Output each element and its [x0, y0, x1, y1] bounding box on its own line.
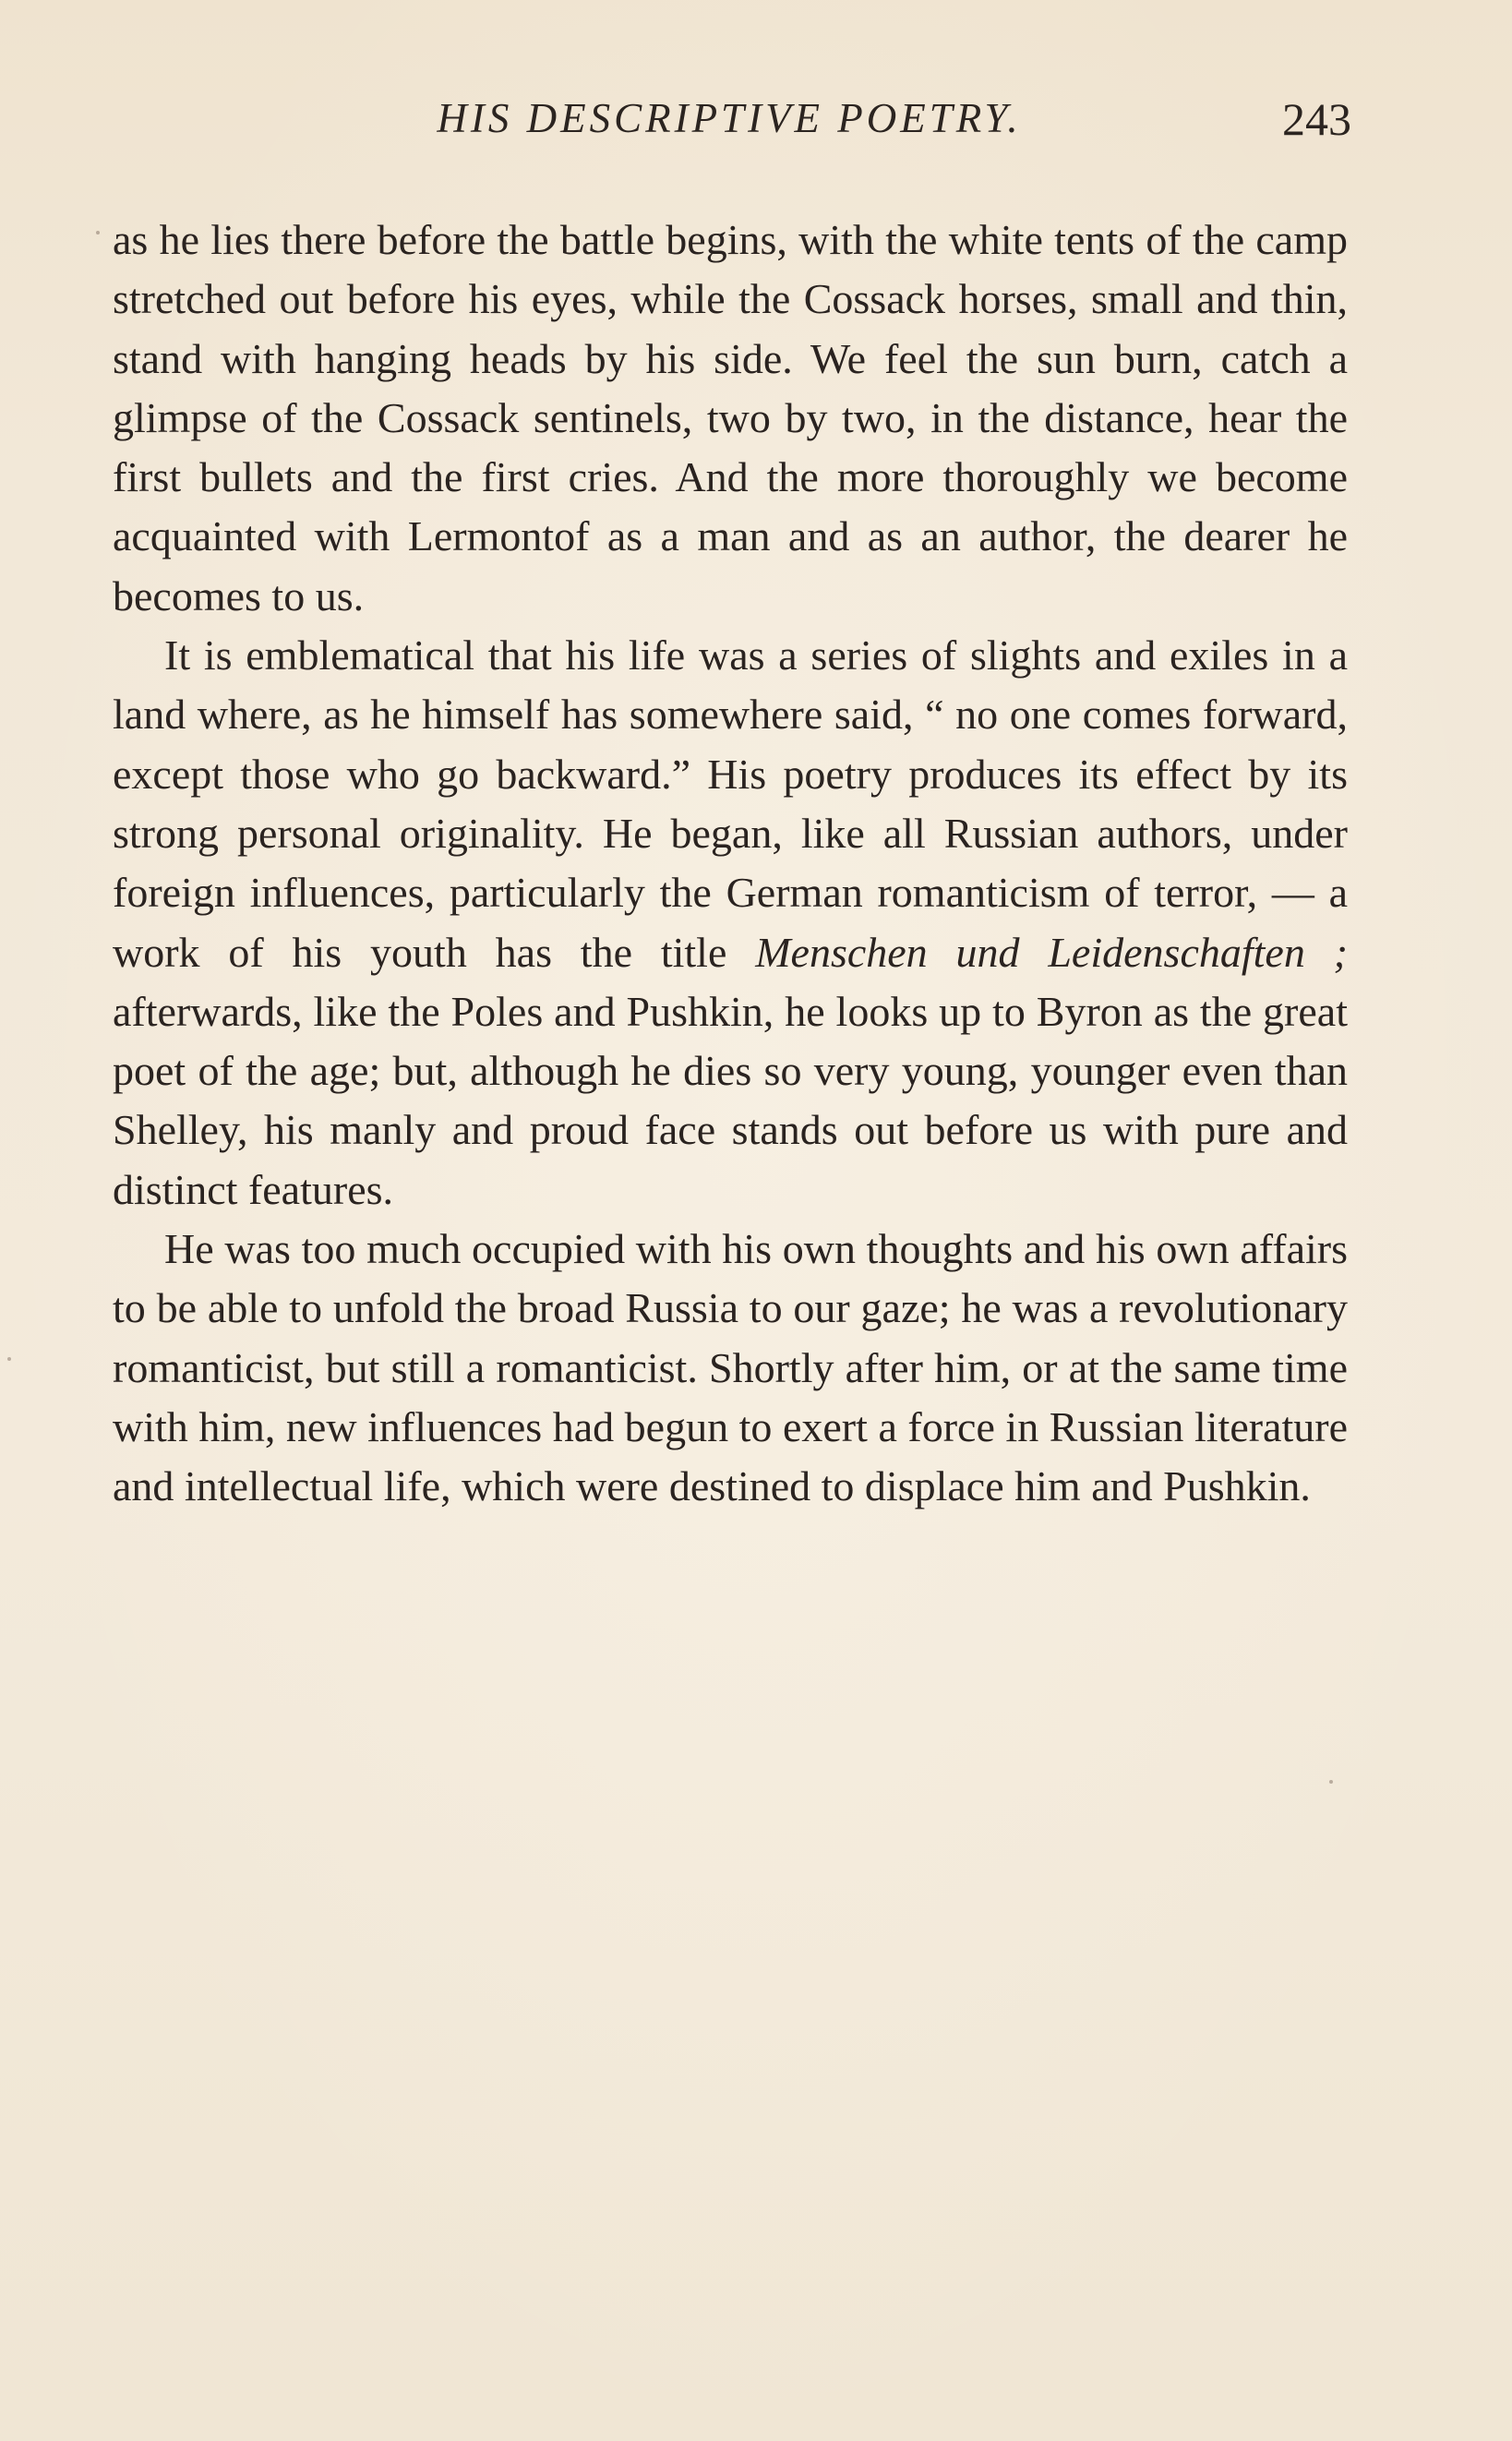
paragraph-2-italic-title: Menschen und Leidenschaften ;: [755, 928, 1348, 976]
running-title: HIS DESCRIPTIVE POETRY.: [437, 95, 1022, 141]
running-head: [111, 93, 1351, 159]
paper-speck: [1329, 1780, 1333, 1784]
paragraph-2-text-before: It is emblematical that his life was a series of slights and exiles in a land where, as he himself has somewhere said, “ no one comes forward, except those who go backward.” His poetry produces its effect by its strong personal originality. He began, like all Russian authors, under foreign influences, particularly the German romanticism of terror, — a work of his youth has the title: [113, 631, 1348, 976]
paragraph-3: [113, 1220, 1348, 1516]
paper-speck: [7, 1357, 11, 1361]
paper-speck: [96, 231, 100, 234]
paragraph-2-text-after: afterwards, like the Poles and Pushkin, he looks up to Byron as the great poet of the age; but, although he dies so very young, younger even than Shelley, his manly and proud face stands out before us with pure and distinct features.: [113, 987, 1348, 1213]
paragraph-2: [113, 626, 1348, 1220]
paper-speck: [1032, 532, 1036, 535]
paragraph-1-text: as he lies there before the battle begins, with the white tents of the camp stretched out before his eyes, while the Cossack horses, small and thin, stand with hanging heads by his side. We feel the sun burn, catch a glimpse of the Cossack sentinels, two by two, in the distance, hear the first bullets and the first cries. And the more thoroughly we become acquainted with Lermontof as a man and as an author, the dearer he becomes to us.: [113, 216, 1348, 619]
paragraph-3-text: He was too much occupied with his own thoughts and his own affairs to be able to unfold the broad Russia to our gaze; he was a revolutionary romanticist, but still a romanticist. Shortly after him, or at the same time with him, new influences had begun to exert a force in Russian literature and intellectual life, which were destined to displace him and Pushkin.: [113, 1225, 1348, 1510]
page-number: 243: [1282, 93, 1351, 145]
paragraph-1: [113, 210, 1348, 626]
body-text: [113, 210, 1348, 1517]
